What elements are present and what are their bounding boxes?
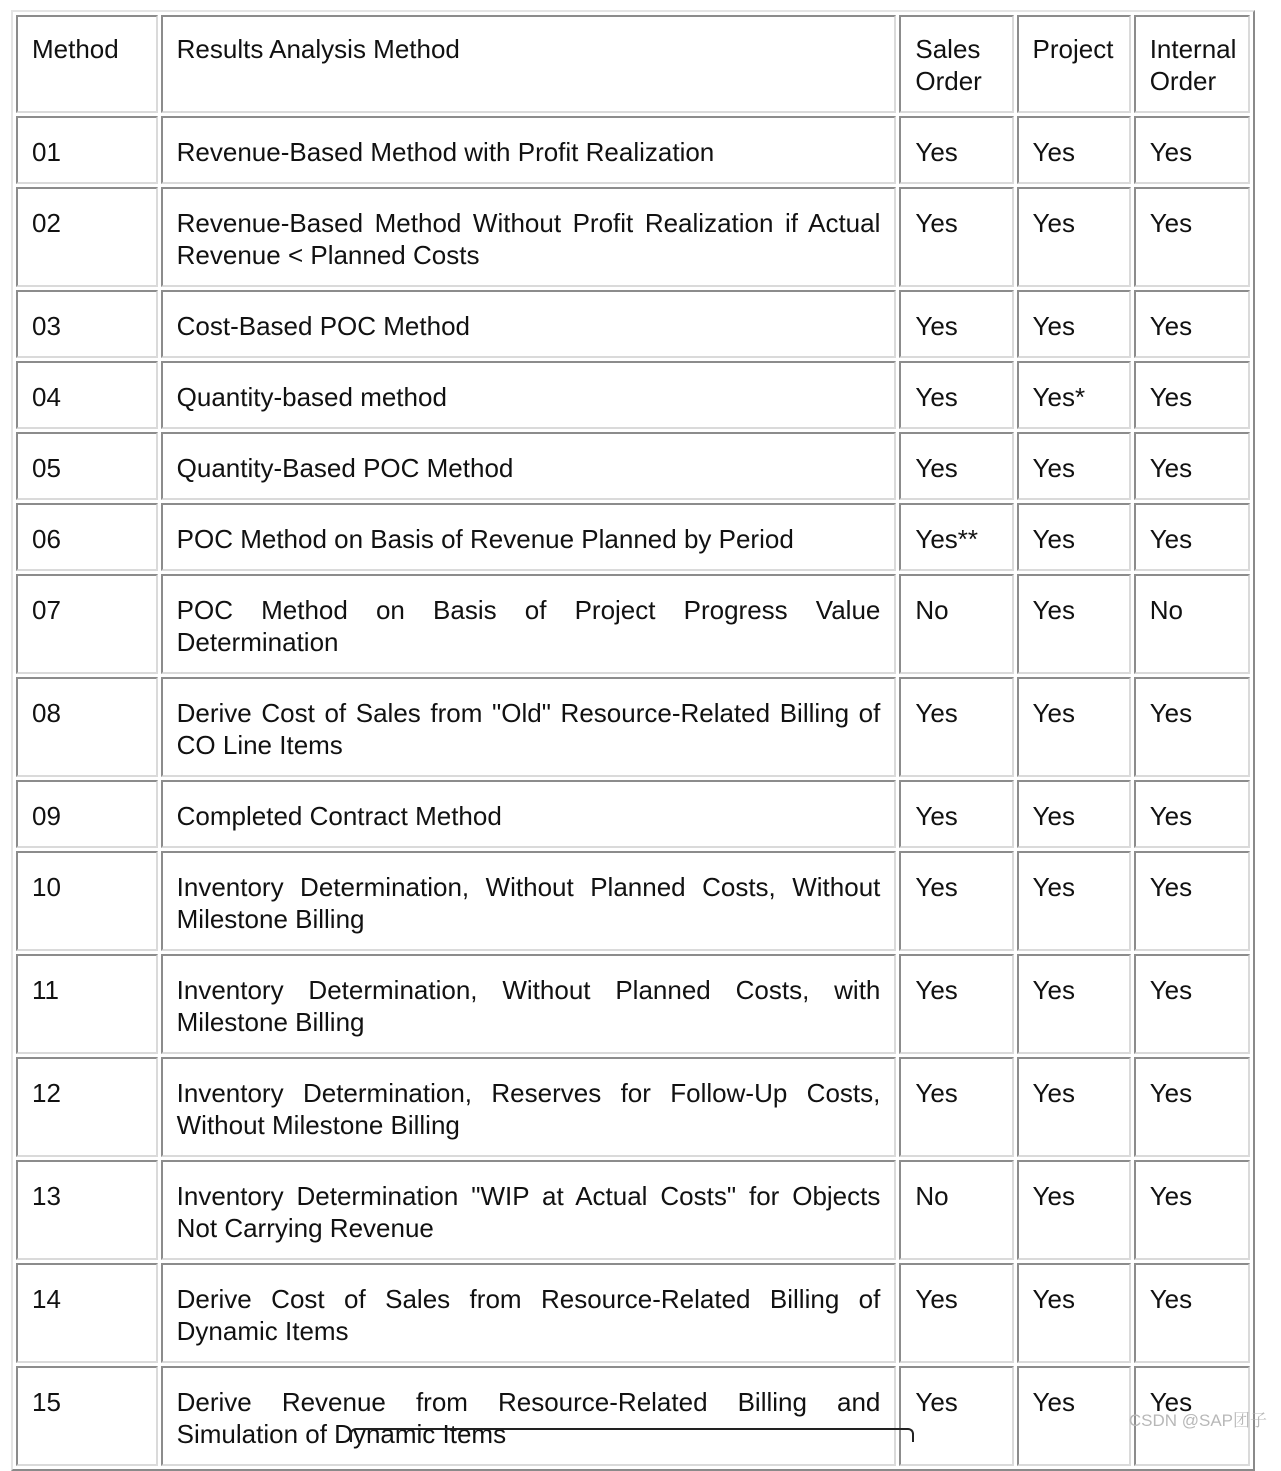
method-cell: 08 — [16, 677, 158, 777]
table-row — [16, 432, 1250, 500]
method-cell: 15 — [16, 1366, 158, 1466]
project-cell: Yes — [1017, 1057, 1131, 1157]
description-cell: POC Method on Basis of Revenue Planned by Period — [161, 503, 897, 571]
table-row — [16, 677, 1250, 777]
project-cell: Yes — [1017, 187, 1131, 287]
internal-order-cell: Yes — [1134, 1160, 1250, 1260]
method-cell: 10 — [16, 851, 158, 951]
description-cell: Derive Cost of Sales from Resource-Related Billing of Dynamic Items — [161, 1263, 897, 1363]
bottom-edge-element — [350, 1428, 914, 1442]
description-cell: POC Method on Basis of Project Progress Value Determination — [161, 574, 897, 674]
description-cell: Quantity-Based POC Method — [161, 432, 897, 500]
project-cell: Yes — [1017, 116, 1131, 184]
internal-order-cell: Yes — [1134, 503, 1250, 571]
internal-order-cell: No — [1134, 574, 1250, 674]
sales-order-cell: Yes — [899, 1366, 1013, 1466]
method-cell: 11 — [16, 954, 158, 1054]
table-row — [16, 780, 1250, 848]
internal-order-cell: Yes — [1134, 1366, 1250, 1466]
sales-order-cell: Yes — [899, 954, 1013, 1054]
method-cell: 13 — [16, 1160, 158, 1260]
project-cell: Yes — [1017, 780, 1131, 848]
project-cell: Yes — [1017, 1263, 1131, 1363]
method-cell: 05 — [16, 432, 158, 500]
table-row — [16, 116, 1250, 184]
description-cell: Inventory Determination, Without Planned Costs, with Milestone Billing — [161, 954, 897, 1054]
table-row — [16, 954, 1250, 1054]
description-cell: Inventory Determination "WIP at Actual Costs" for Objects Not Carrying Revenue — [161, 1160, 897, 1260]
description-cell: Completed Contract Method — [161, 780, 897, 848]
description-cell: Revenue-Based Method with Profit Realization — [161, 116, 897, 184]
project-cell: Yes* — [1017, 361, 1131, 429]
method-cell: 07 — [16, 574, 158, 674]
header-sales-order: Sales Order — [899, 15, 1013, 113]
project-cell: Yes — [1017, 954, 1131, 1054]
internal-order-cell: Yes — [1134, 116, 1250, 184]
sales-order-cell: Yes — [899, 1057, 1013, 1157]
project-cell: Yes — [1017, 1366, 1131, 1466]
sales-order-cell: No — [899, 574, 1013, 674]
internal-order-cell: Yes — [1134, 290, 1250, 358]
project-cell: Yes — [1017, 851, 1131, 951]
method-cell: 02 — [16, 187, 158, 287]
table-row — [16, 187, 1250, 287]
results-analysis-methods-table — [13, 12, 1253, 1469]
project-cell: Yes — [1017, 503, 1131, 571]
project-cell: Yes — [1017, 677, 1131, 777]
sales-order-cell: Yes — [899, 187, 1013, 287]
internal-order-cell: Yes — [1134, 1057, 1250, 1157]
sales-order-cell: Yes — [899, 677, 1013, 777]
internal-order-cell: Yes — [1134, 677, 1250, 777]
table-row — [16, 851, 1250, 951]
header-results-analysis-method: Results Analysis Method — [161, 15, 897, 113]
description-cell: Revenue-Based Method Without Profit Realization if Actual Revenue < Planned Costs — [161, 187, 897, 287]
sales-order-cell: Yes — [899, 116, 1013, 184]
internal-order-cell: Yes — [1134, 1263, 1250, 1363]
header-project: Project — [1017, 15, 1131, 113]
method-cell: 12 — [16, 1057, 158, 1157]
internal-order-cell: Yes — [1134, 780, 1250, 848]
results-analysis-table-frame — [11, 10, 1255, 1471]
project-cell: Yes — [1017, 1160, 1131, 1260]
sales-order-cell: Yes — [899, 290, 1013, 358]
method-cell: 09 — [16, 780, 158, 848]
sales-order-cell: Yes — [899, 432, 1013, 500]
internal-order-cell: Yes — [1134, 954, 1250, 1054]
header-internal-order: Internal Order — [1134, 15, 1250, 113]
table-row — [16, 1057, 1250, 1157]
watermark: CSDN @SAP团子 — [1128, 1411, 1267, 1430]
internal-order-cell: Yes — [1134, 432, 1250, 500]
description-cell: Quantity-based method — [161, 361, 897, 429]
description-cell: Cost-Based POC Method — [161, 290, 897, 358]
internal-order-cell: Yes — [1134, 187, 1250, 287]
table-row — [16, 503, 1250, 571]
table-row — [16, 361, 1250, 429]
description-cell: Derive Cost of Sales from "Old" Resource-Related Billing of CO Line Items — [161, 677, 897, 777]
table-row — [16, 290, 1250, 358]
sales-order-cell: Yes — [899, 851, 1013, 951]
sales-order-cell: Yes — [899, 1263, 1013, 1363]
method-cell: 01 — [16, 116, 158, 184]
table-header-row — [16, 15, 1250, 113]
description-cell: Derive Revenue from Resource-Related Billing and Simulation of Dynamic Items — [161, 1366, 897, 1466]
description-cell: Inventory Determination, Without Planned Costs, Without Milestone Billing — [161, 851, 897, 951]
method-cell: 14 — [16, 1263, 158, 1363]
sales-order-cell: Yes — [899, 780, 1013, 848]
header-method: Method — [16, 15, 158, 113]
project-cell: Yes — [1017, 290, 1131, 358]
sales-order-cell: Yes — [899, 361, 1013, 429]
method-cell: 03 — [16, 290, 158, 358]
sales-order-cell: No — [899, 1160, 1013, 1260]
method-cell: 06 — [16, 503, 158, 571]
sales-order-cell: Yes** — [899, 503, 1013, 571]
method-cell: 04 — [16, 361, 158, 429]
internal-order-cell: Yes — [1134, 361, 1250, 429]
table-row — [16, 1366, 1250, 1466]
project-cell: Yes — [1017, 432, 1131, 500]
table-row — [16, 1263, 1250, 1363]
internal-order-cell: Yes — [1134, 851, 1250, 951]
project-cell: Yes — [1017, 574, 1131, 674]
table-row — [16, 1160, 1250, 1260]
description-cell: Inventory Determination, Reserves for Follow-Up Costs, Without Milestone Billing — [161, 1057, 897, 1157]
table-row — [16, 574, 1250, 674]
